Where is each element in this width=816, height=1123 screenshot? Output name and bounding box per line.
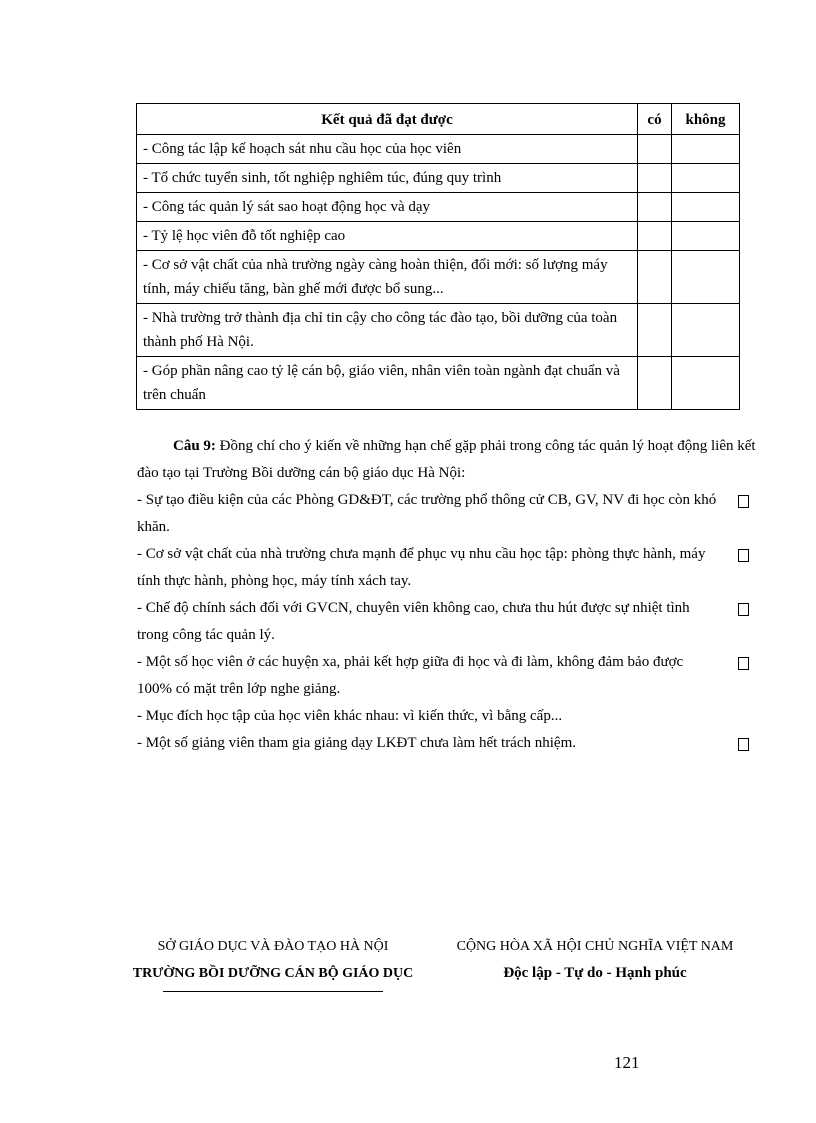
question-9	[137, 433, 757, 757]
row-text: - Tỷ lệ học viên đỗ tốt nghiệp cao	[137, 222, 638, 251]
item-text: - Sự tạo điều kiện của các Phòng GD&ĐT, các trường phổ thông cử CB, GV, NV đi học còn khó khăn.	[137, 492, 717, 535]
row-text: - Góp phần nâng cao tỷ lệ cán bộ, giáo viên, nhân viên toàn ngành đạt chuẩn và trên chuẩn	[137, 357, 638, 410]
row-text: - Công tác quản lý sát sao hoạt động học và dạy	[137, 193, 638, 222]
item-text: - Một số giảng viên tham gia giảng dạy LKĐT chưa làm hết trách nhiệm.	[137, 735, 576, 751]
table-row	[137, 222, 740, 251]
question-9-label: Câu 9:	[173, 438, 216, 454]
table-row	[137, 357, 740, 410]
table-row	[137, 164, 740, 193]
yes-cell[interactable]	[638, 164, 672, 193]
yes-cell[interactable]	[638, 193, 672, 222]
yes-cell[interactable]	[638, 251, 672, 304]
no-cell[interactable]	[672, 251, 740, 304]
checkbox[interactable]	[738, 657, 749, 670]
table-row	[137, 251, 740, 304]
question-9-intro	[137, 433, 757, 487]
checkbox[interactable]	[738, 603, 749, 616]
header-yes: có	[638, 104, 672, 135]
list-item	[137, 703, 757, 730]
yes-cell[interactable]	[638, 357, 672, 410]
table-row	[137, 193, 740, 222]
item-text: - Mục đích học tập của học viên khác nhau: vì kiến thức, vì bằng cấp...	[137, 708, 563, 724]
no-cell[interactable]	[672, 193, 740, 222]
list-item	[137, 541, 757, 595]
footer-right	[440, 933, 750, 987]
yes-cell[interactable]	[638, 304, 672, 357]
no-cell[interactable]	[672, 222, 740, 251]
checkbox[interactable]	[738, 738, 749, 751]
table-header-row	[137, 104, 740, 135]
row-text: - Tổ chức tuyển sinh, tốt nghiệp nghiêm túc, đúng quy trình	[137, 164, 638, 193]
list-item	[137, 595, 757, 649]
item-text: - Chế độ chính sách đối với GVCN, chuyên viên không cao, chưa thu hút được sự nhiệt tình trong công tác quản lý.	[137, 600, 690, 643]
results-table	[136, 103, 740, 410]
list-item	[137, 487, 757, 541]
country-name: CỘNG HÒA XÃ HỘI CHỦ NGHĨA VIỆT NAM	[456, 939, 734, 954]
department-name: SỞ GIÁO DỤC VÀ ĐÀO TẠO HÀ NỘI	[157, 939, 389, 954]
checkbox[interactable]	[738, 549, 749, 562]
page-number: 121	[614, 1053, 640, 1072]
row-text: - Nhà trường trở thành địa chỉ tin cậy cho công tác đào tạo, bồi dưỡng của toàn thành phố Hà Nội.	[137, 304, 638, 357]
list-item	[137, 730, 757, 757]
header-results: Kết quả đã đạt được	[137, 104, 638, 135]
yes-cell[interactable]	[638, 135, 672, 164]
item-text: - Cơ sở vật chất của nhà trường chưa mạnh để phục vụ nhu cầu học tập: phòng thực hành, máy tính thực hành, phòng học, máy tính xách tay.	[137, 546, 706, 589]
row-text: - Cơ sở vật chất của nhà trường ngày càng hoàn thiện, đổi mới: số lượng máy tính, máy chiếu tăng, bàn ghế mới được bổ sung...	[137, 251, 638, 304]
table-row	[137, 135, 740, 164]
no-cell[interactable]	[672, 304, 740, 357]
yes-cell[interactable]	[638, 222, 672, 251]
no-cell[interactable]	[672, 357, 740, 410]
no-cell[interactable]	[672, 164, 740, 193]
checkbox[interactable]	[738, 495, 749, 508]
footer-left	[118, 933, 428, 992]
question-9-text: Đồng chí cho ý kiến về những hạn chế gặp phải trong công tác quản lý hoạt động liên kết đào tạo tại Trường Bồi dưỡng cán bộ giáo dục Hà Nội:	[137, 438, 756, 481]
item-text: - Một số học viên ở các huyện xa, phải kết hợp giữa đi học và đi làm, không đảm bảo được 100% có mặt trên lớp nghe giảng.	[137, 654, 684, 697]
school-name: TRƯỜNG BỒI DƯỠNG CÁN BỘ GIÁO DỤC	[132, 966, 414, 981]
list-item	[137, 649, 757, 703]
header-no: không	[672, 104, 740, 135]
row-text: - Công tác lập kế hoạch sát nhu cầu học của học viên	[137, 135, 638, 164]
national-motto: Độc lập - Tự do - Hạnh phúc	[503, 965, 687, 981]
table-row	[137, 304, 740, 357]
divider	[163, 991, 383, 992]
no-cell[interactable]	[672, 135, 740, 164]
